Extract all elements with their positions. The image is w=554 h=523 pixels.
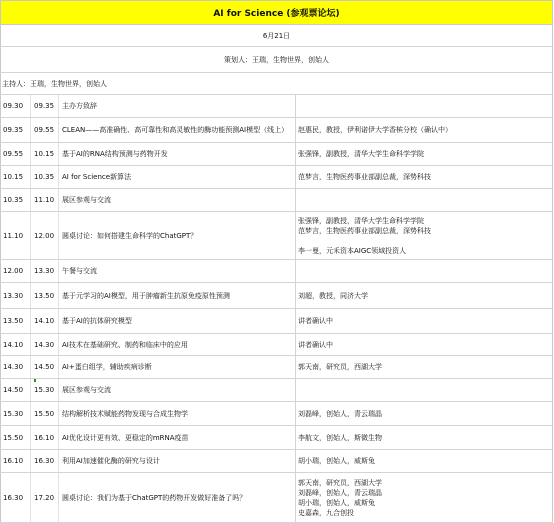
speaker-line: 讲者确认中 — [298, 317, 333, 325]
agenda-row — [0, 450, 553, 473]
organizer-cell: 策划人：王瑞，生物世界，创始人 — [224, 55, 329, 64]
agenda-row — [0, 473, 553, 523]
start-time-cell: 14.30 — [0, 356, 31, 378]
speaker-cell — [296, 189, 553, 211]
topic-cell: CLEAN——高准确性、高可靠性和高灵敏性的酶功能预测AI模型（线上） — [59, 118, 296, 142]
speaker-line: 郭天南，研究员，西湖大学 — [298, 478, 382, 487]
topic-cell: AI优化设计更有效、更稳定的mRNA疫苗 — [59, 426, 296, 449]
agenda-row — [0, 118, 553, 143]
topic-cell: 主办方致辞 — [59, 95, 296, 117]
topic-cell: 展区参观与交流 — [59, 189, 296, 211]
speaker-line: 刘磊峰，创始人，青云瑞晶 — [298, 488, 382, 497]
agenda-row — [0, 260, 553, 283]
agenda-row — [0, 334, 553, 356]
agenda-row — [0, 402, 553, 426]
agenda-row — [0, 166, 553, 189]
speaker-cell — [296, 473, 553, 522]
end-time-cell: 12.00 — [31, 212, 59, 259]
topic-cell: 圆桌讨论：我们为基于ChatGPT的药物开发做好准备了吗？ — [59, 473, 296, 522]
speaker-line: 范梦言，生物医药事业部副总裁，深势科技 — [298, 173, 431, 181]
speaker-line: 胡小瑞，创始人，威斯兔 — [298, 498, 375, 507]
agenda-row — [0, 189, 553, 212]
topic-cell: 基于AI的RNA结构预测与药物开发 — [59, 143, 296, 165]
speaker-line: 刘磊峰，创始人，青云瑞晶 — [298, 409, 382, 418]
end-time-cell: 10.15 — [31, 143, 59, 165]
start-time-cell: 11.10 — [0, 212, 31, 259]
agenda-row — [0, 379, 553, 402]
start-time-cell: 15.50 — [0, 426, 31, 449]
speaker-line: 赵惠民，教授，伊利诺伊大学香槟分校（确认中） — [298, 126, 452, 134]
speaker-cell — [296, 143, 553, 165]
host-row — [0, 73, 553, 95]
start-time-cell: 09.35 — [0, 118, 31, 142]
end-time-cell: 14.10 — [31, 309, 59, 333]
topic-cell: 利用AI加速催化酶的研究与设计 — [59, 450, 296, 472]
start-time-cell: 09.55 — [0, 143, 31, 165]
topic-cell: 展区参观与交流 — [59, 379, 296, 401]
agenda-row — [0, 356, 553, 379]
topic-cell: 午餐与交流 — [59, 260, 296, 282]
date-row — [0, 25, 553, 47]
speaker-line: 胡小瑞，创始人，威斯兔 — [298, 457, 375, 465]
speaker-cell — [296, 118, 553, 142]
start-time-cell: 09.30 — [0, 95, 31, 117]
topic-cell: 基于元学习的AI模型，用于肿瘤新生抗原免疫原性预测 — [59, 283, 296, 308]
end-time-cell: 09.35 — [31, 95, 59, 117]
end-time-cell: 14.30 — [31, 334, 59, 355]
end-time-cell: 11.10 — [31, 189, 59, 211]
topic-cell: AI+蛋白组学，辅助疾病诊断 — [59, 356, 296, 378]
end-time-cell: 16.10 — [31, 426, 59, 449]
start-time-cell: 10.15 — [0, 166, 31, 188]
topic-cell: 基于AI的抗体研究模型 — [59, 309, 296, 333]
speaker-cell — [296, 450, 553, 472]
speaker-line: 张强锋，副教授，清华大学生命科学学院 — [298, 150, 424, 158]
speaker-line: 讲者确认中 — [298, 340, 333, 349]
start-time-cell: 16.30 — [0, 473, 31, 522]
end-time-cell: 10.35 — [31, 166, 59, 188]
speaker-line — [298, 236, 431, 246]
end-time-cell: 14.50 — [31, 356, 59, 378]
start-time-cell: 13.30 — [0, 283, 31, 308]
cell-marker — [34, 379, 36, 382]
speaker-line: 范梦言，生物医药事业部副总裁，深势科技 — [298, 226, 431, 235]
agenda-title: AI for Science (参观票论坛) — [0, 0, 553, 25]
speaker-cell — [296, 95, 553, 117]
topic-cell: AI for Science新算法 — [59, 166, 296, 188]
speaker-line: 刘超，教授，同济大学 — [298, 291, 368, 300]
topic-cell: 圆桌讨论：如何搭建生命科学的ChatGPT？ — [59, 212, 296, 259]
topic-cell: 结构解析技术赋能药物发现与合成生物学 — [59, 402, 296, 425]
end-time-cell: 15.50 — [31, 402, 59, 425]
end-time-cell: 13.30 — [31, 260, 59, 282]
speaker-line: 李航文，创始人，斯微生物 — [298, 433, 382, 442]
speaker-cell — [296, 166, 553, 188]
host-cell: 主持人：王瑞，生物世界，创始人 — [2, 79, 107, 88]
start-time-cell: 14.50 — [0, 379, 31, 401]
end-time-cell: 15.30 — [31, 379, 59, 401]
end-time-cell: 17.20 — [31, 473, 59, 522]
speaker-cell — [296, 379, 553, 401]
end-time-cell: 13.50 — [31, 283, 59, 308]
speaker-cell — [296, 334, 553, 355]
speaker-line: 李一曼，元禾资本AIGC领域投资人 — [298, 246, 407, 255]
speaker-cell — [296, 356, 553, 378]
organizer-row — [0, 47, 553, 73]
speaker-line: 张强锋，副教授，清华大学生命科学学院 — [298, 216, 424, 225]
agenda-row — [0, 426, 553, 450]
agenda-row — [0, 95, 553, 118]
start-time-cell: 15.30 — [0, 402, 31, 425]
speaker-cell — [296, 309, 553, 333]
agenda-row — [0, 283, 553, 309]
agenda-row — [0, 212, 553, 260]
start-time-cell: 16.10 — [0, 450, 31, 472]
agenda-row — [0, 309, 553, 334]
start-time-cell: 13.50 — [0, 309, 31, 333]
start-time-cell: 14.10 — [0, 334, 31, 355]
speaker-cell — [296, 283, 553, 308]
speaker-cell — [296, 260, 553, 282]
topic-cell: AI技术在基础研究、制药和临床中的应用 — [59, 334, 296, 355]
end-time-cell: 16.30 — [31, 450, 59, 472]
speaker-cell — [296, 426, 553, 449]
speaker-cell — [296, 402, 553, 425]
speaker-cell — [296, 212, 553, 259]
agenda-row — [0, 143, 553, 166]
start-time-cell: 12.00 — [0, 260, 31, 282]
date-cell: 6月21日 — [262, 31, 291, 40]
speaker-line: 史嘉森，九合创投 — [298, 508, 354, 517]
start-time-cell: 10.35 — [0, 189, 31, 211]
end-time-cell: 09.55 — [31, 118, 59, 142]
speaker-line: 郭天南，研究员，西湖大学 — [298, 363, 382, 371]
